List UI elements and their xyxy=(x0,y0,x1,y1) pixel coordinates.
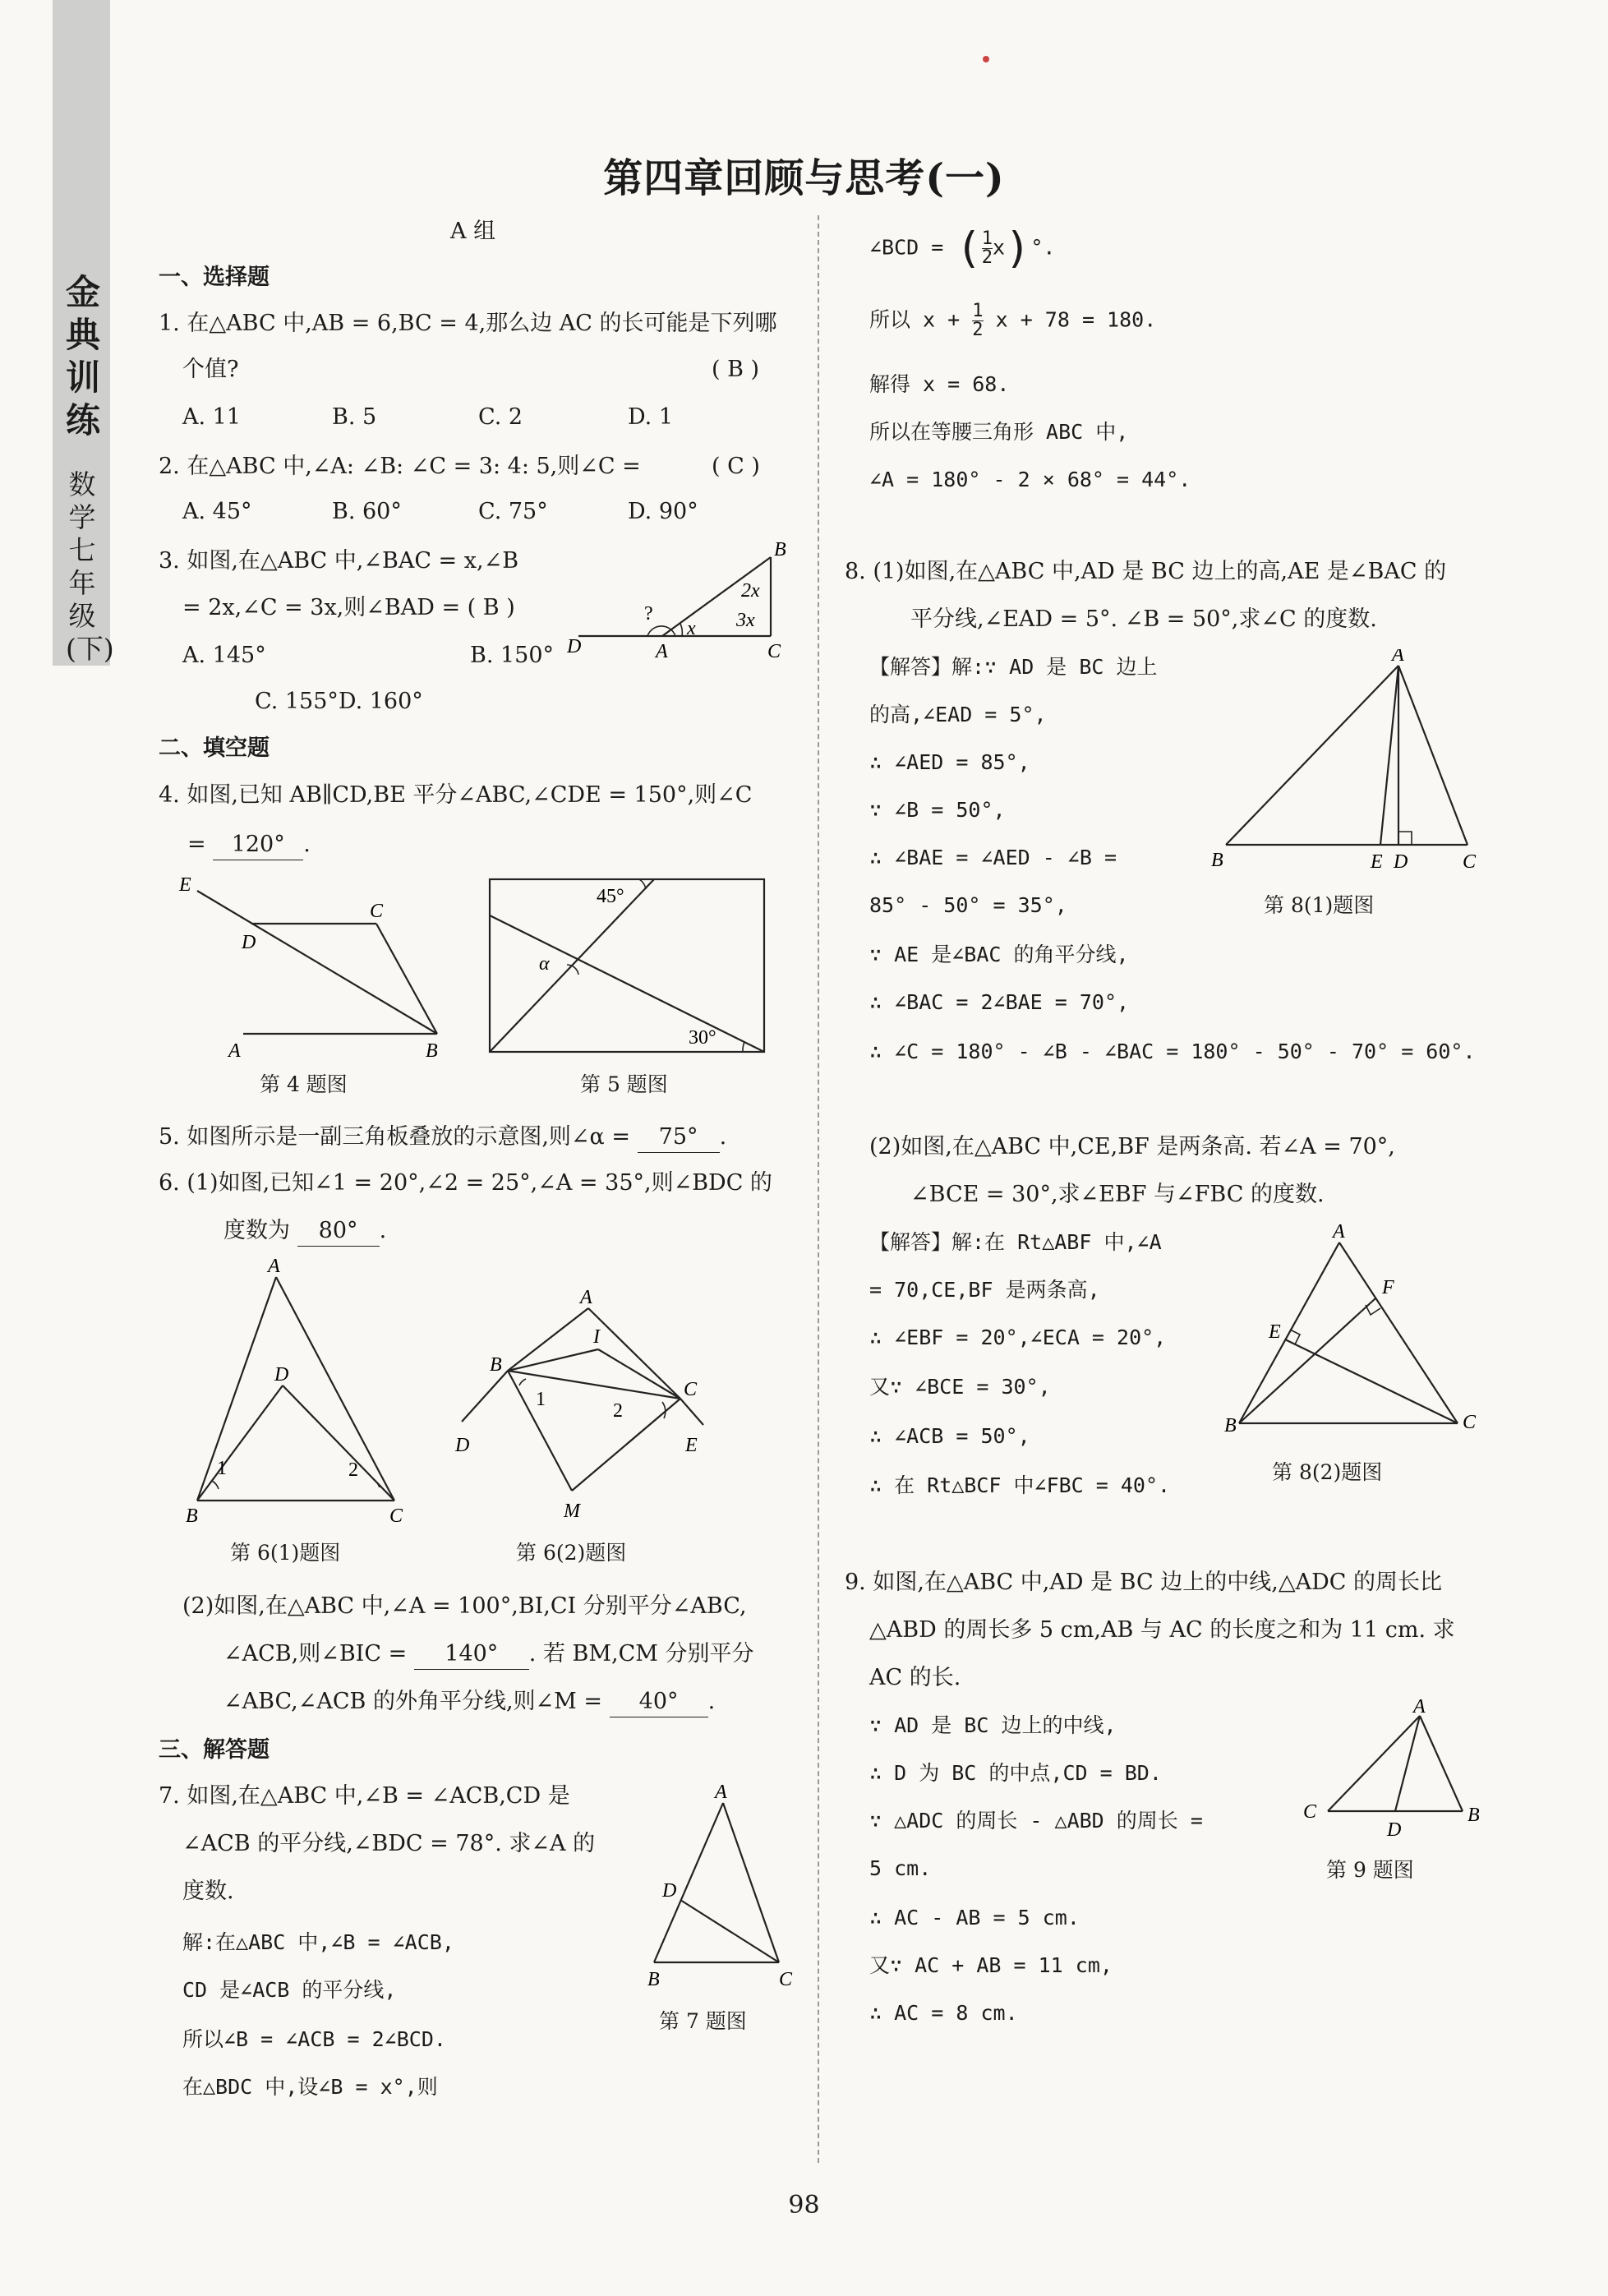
q3-label-q: ? xyxy=(644,603,653,625)
q4-label-d: D xyxy=(242,932,256,953)
q6-part2-2-text: ∠ACB,则∠BIC = xyxy=(223,1641,408,1667)
q7-sol-1: 解:在△ABC 中,∠B = ∠ACB, xyxy=(182,1930,454,1954)
q8-sol1-9: ∴ ∠C = 180° - ∠B - ∠BAC = 180° - 50° - 70° = 60°. xyxy=(869,1040,1476,1063)
section-solve: 三、解答题 xyxy=(159,1737,270,1763)
q7-label-c: C xyxy=(779,1969,793,1990)
q62-label-2: 2 xyxy=(613,1400,623,1422)
q3-stem-2: = 2x,∠C = 3x,则∠BAD = ( B ) xyxy=(182,595,515,620)
q8-sol2-5: ∴ ∠ACB = 50°, xyxy=(869,1424,1030,1448)
q1-stem-1: 1. 在△ABC 中,AB = 6,BC = 4,那么边 AC 的长可能是下列哪 xyxy=(159,311,777,336)
q62-figure xyxy=(449,1287,728,1533)
q4-label-c: C xyxy=(370,901,384,922)
q4-stem-2: = 120° . xyxy=(187,830,311,860)
frac2-den: 2 xyxy=(972,320,984,340)
q3-opt-a: A. 145° xyxy=(182,643,266,668)
q6-answer-1: 80° xyxy=(297,1216,380,1247)
fraction-half-2 xyxy=(972,302,983,339)
q81-label-e: E xyxy=(1371,851,1383,871)
q61-label-a: A xyxy=(268,1257,280,1277)
q6-stem-2: 度数为 80° . xyxy=(223,1216,386,1247)
q2-opt-d: D. 90° xyxy=(628,499,698,524)
q62-label-c: C xyxy=(684,1379,698,1400)
caption-q9: 第 9 题图 xyxy=(1326,1858,1414,1882)
q8-sol1-2: 的高,∠EAD = 5°, xyxy=(869,703,1047,726)
q7-stem-1: 7. 如图,在△ABC 中,∠B = ∠ACB,CD 是 xyxy=(159,1783,570,1809)
q9-figure xyxy=(1295,1698,1492,1846)
q8-sol2-1: 【解答】解:在 Rt△ABF 中,∠A xyxy=(869,1230,1162,1254)
group-label: A 组 xyxy=(450,219,496,244)
q6-part2-3: ∠ABC,∠ACB 的外角平分线,则∠M = 40° . xyxy=(223,1687,715,1717)
q82-figure xyxy=(1214,1223,1494,1436)
q82-label-f: F xyxy=(1382,1277,1394,1298)
q7-sol-3: 所以∠B = ∠ACB = 2∠BCD. xyxy=(182,2027,446,2051)
q8-stem-2: 平分线,∠EAD = 5°. ∠B = 50°,求∠C 的度数. xyxy=(910,606,1377,632)
q8-sol2-6: ∴ 在 Rt△BCF 中∠FBC = 40°. xyxy=(869,1473,1171,1497)
q3-label-3x: 3x xyxy=(736,610,755,631)
q3-label-c: C xyxy=(767,641,781,662)
q3-opt-b: B. 150° xyxy=(470,643,555,668)
q6-part2-2 xyxy=(223,1639,754,1670)
left-paren: ( xyxy=(956,224,982,274)
q2-opt-c: C. 75° xyxy=(478,499,548,524)
q9-label-d: D xyxy=(1387,1819,1402,1841)
q8-part2-2: ∠BCE = 30°,求∠EBF 与∠FBC 的度数. xyxy=(910,1182,1325,1207)
q8-part2-1: (2)如图,在△ABC 中,CE,BF 是两条高. 若∠A = 70°, xyxy=(869,1134,1395,1160)
q6-stem-1: 6. (1)如图,已知∠1 = 20°,∠2 = 25°,∠A = 35°,则∠BDC 的 xyxy=(159,1170,772,1196)
q1-stem-2: 个值? xyxy=(182,357,239,382)
q8-sol2-4: 又∵ ∠BCE = 30°, xyxy=(869,1375,1051,1399)
q9-label-a: A xyxy=(1413,1698,1426,1717)
q5-label-30: 30° xyxy=(689,1027,716,1049)
q9-label-b: B xyxy=(1467,1805,1480,1826)
q4-eq: = xyxy=(187,832,206,857)
q8-sol1-5: ∴ ∠BAE = ∠AED - ∠B = xyxy=(869,846,1117,869)
q81-label-c: C xyxy=(1463,851,1477,871)
q7-cont-4: 所以在等腰三角形 ABC 中, xyxy=(869,420,1129,444)
q9-sol-1: ∵ AD 是 BC 边上的中线, xyxy=(869,1713,1117,1737)
q61-label-1: 1 xyxy=(217,1458,227,1479)
q2-opt-a: A. 45° xyxy=(182,499,252,524)
q61-figure xyxy=(179,1257,417,1528)
q6-stem-2-text: 度数为 xyxy=(223,1218,290,1243)
q62-label-a: A xyxy=(580,1287,592,1308)
q8-sol1-4: ∵ ∠B = 50°, xyxy=(869,798,1006,822)
q61-label-2: 2 xyxy=(348,1459,358,1481)
q82-label-e: E xyxy=(1269,1321,1281,1343)
q3-label-b: B xyxy=(774,539,786,560)
q9-label-c: C xyxy=(1303,1801,1317,1823)
q62-label-e: E xyxy=(685,1435,698,1456)
q9-stem-2: △ABD 的周长多 5 cm,AB 与 AC 的长度之和为 11 cm. 求 xyxy=(869,1617,1455,1643)
q3-label-d: D xyxy=(567,636,582,657)
q2-opt-b: B. 60° xyxy=(332,499,402,524)
q9-sol-3: ∵ △ADC 的周长 - △ABD 的周长 = xyxy=(869,1809,1203,1833)
caption-q81: 第 8(1)题图 xyxy=(1264,893,1375,917)
q9-sol-2: ∴ D 为 BC 的中点,CD = BD. xyxy=(869,1761,1162,1785)
q3-figure xyxy=(567,533,805,664)
q2-stem: 2. 在△ABC 中,∠A: ∠B: ∠C = 3: 4: 5,则∠C = xyxy=(159,454,641,479)
q3-opt-cd: C. 155°D. 160° xyxy=(255,689,423,714)
section-fill: 二、填空题 xyxy=(159,735,270,761)
caption-q5: 第 5 题图 xyxy=(580,1072,668,1096)
q1-answer: ( B ) xyxy=(712,357,760,382)
red-dot-mark xyxy=(983,56,989,62)
q7-figure xyxy=(638,1768,802,1999)
q7-cont-1x: x xyxy=(992,235,1005,260)
q7-cont-1b: °. xyxy=(1030,235,1056,260)
caption-q4: 第 4 题图 xyxy=(260,1072,348,1096)
q7-stem-2: ∠ACB 的平分线,∠BDC = 78°. 求∠A 的 xyxy=(182,1831,596,1856)
q8-sol2-2: = 70,CE,BF 是两条高, xyxy=(869,1278,1100,1302)
q7-cont-5: ∠A = 180° - 2 × 68° = 44°. xyxy=(869,468,1191,491)
q2-answer: ( C ) xyxy=(712,454,760,479)
q5-answer: 75° xyxy=(638,1123,720,1153)
q9-stem-1: 9. 如图,在△ABC 中,AD 是 BC 边上的中线,△ADC 的周长比 xyxy=(845,1570,1442,1595)
page-number: 98 xyxy=(788,2191,820,2220)
q8-sol1-8: ∴ ∠BAC = 2∠BAE = 70°, xyxy=(869,990,1130,1014)
right-paren: ) xyxy=(1005,224,1031,274)
q8-sol1-1: 【解答】解:∵ AD 是 BC 边上 xyxy=(869,655,1158,679)
q6-answer-2: 140° xyxy=(414,1639,529,1670)
q4-label-a: A xyxy=(228,1040,241,1062)
q7-cont-2 xyxy=(869,302,1156,339)
q1-opt-c: C. 2 xyxy=(478,404,523,430)
q8-sol1-7: ∵ AE 是∠BAC 的角平分线, xyxy=(869,943,1129,966)
q6-part2-2b: . 若 BM,CM 分别平分 xyxy=(528,1641,754,1667)
q4-figure xyxy=(171,873,467,1062)
q6-part2-3-text: ∠ABC,∠ACB 的外角平分线,则∠M = xyxy=(223,1689,603,1714)
section-choice: 一、选择题 xyxy=(159,265,270,290)
q81-label-a: A xyxy=(1392,649,1404,666)
q7-label-b: B xyxy=(647,1969,660,1990)
caption-q61: 第 6(1)题图 xyxy=(230,1541,341,1565)
q9-sol-7: ∴ AC = 8 cm. xyxy=(869,2001,1018,2025)
page-title: 第四章回顾与思考(一) xyxy=(603,155,1005,201)
q1-opt-b: B. 5 xyxy=(332,404,377,430)
column-divider xyxy=(818,215,819,2163)
q62-label-m: M xyxy=(564,1501,580,1522)
sidebar-subject: 数学 七年级(下) xyxy=(66,468,114,665)
frac-num: 1 xyxy=(981,228,993,249)
q4-label-e: E xyxy=(179,874,191,896)
q6-part2-1: (2)如图,在△ABC 中,∠A = 100°,BI,CI 分别平分∠ABC, xyxy=(182,1593,747,1619)
q9-sol-6: 又∵ AC + AB = 11 cm, xyxy=(869,1953,1113,1977)
q81-label-b: B xyxy=(1211,850,1223,871)
q3-label-x: x xyxy=(687,618,696,639)
q62-label-1: 1 xyxy=(536,1389,546,1410)
frac-den: 2 xyxy=(981,247,993,268)
q5-figure xyxy=(481,873,777,1058)
q9-sol-5: ∴ AC - AB = 5 cm. xyxy=(869,1906,1080,1929)
q7-sol-4: 在△BDC 中,设∠B = x°,则 xyxy=(182,2075,438,2099)
frac2-num: 1 xyxy=(972,301,984,321)
q4-answer: 120° xyxy=(213,830,303,860)
q62-label-b: B xyxy=(490,1354,502,1376)
caption-q7: 第 7 题图 xyxy=(659,2009,747,2033)
q82-label-a: A xyxy=(1333,1223,1345,1243)
q9-sol-4: 5 cm. xyxy=(869,1856,932,1880)
q5-stem: 5. 如图所示是一副三角板叠放的示意图,则∠α = 75° . xyxy=(159,1123,726,1153)
q7-cont-1a: ∠BCD = xyxy=(869,235,944,260)
q62-label-d: D xyxy=(455,1435,470,1456)
q5-stem-text: 5. 如图所示是一副三角板叠放的示意图,则∠α = xyxy=(159,1124,630,1150)
q8-sol1-6: 85° - 50° = 35°, xyxy=(869,893,1067,917)
q62-label-i: I xyxy=(593,1326,600,1348)
q61-label-d: D xyxy=(274,1364,289,1385)
q5-label-45: 45° xyxy=(597,886,624,907)
q81-label-d: D xyxy=(1394,851,1408,871)
q7-label-d: D xyxy=(662,1880,677,1902)
sidebar-series: 金典训练 xyxy=(66,272,101,440)
q7-cont-3: 解得 x = 68. xyxy=(869,372,1010,396)
q61-label-b: B xyxy=(186,1505,198,1527)
q4-stem-1: 4. 如图,已知 AB∥CD,BE 平分∠ABC,∠CDE = 150°,则∠C xyxy=(159,782,753,808)
q5-label-alpha: α xyxy=(539,953,550,975)
q1-opt-d: D. 1 xyxy=(628,404,674,430)
q1-opt-a: A. 11 xyxy=(182,404,242,430)
q81-figure xyxy=(1201,649,1497,871)
q82-label-c: C xyxy=(1463,1412,1477,1433)
q7-cont-2b: x + 78 = 180. xyxy=(995,307,1157,332)
q8-sol1-3: ∴ ∠AED = 85°, xyxy=(869,750,1030,774)
q61-label-c: C xyxy=(389,1505,403,1527)
q7-cont-1 xyxy=(869,224,1056,274)
q4-label-b: B xyxy=(426,1040,438,1062)
fraction-half xyxy=(982,230,993,267)
caption-q82: 第 8(2)题图 xyxy=(1272,1460,1383,1484)
q9-stem-3: AC 的长. xyxy=(869,1665,961,1690)
q8-stem-1: 8. (1)如图,在△ABC 中,AD 是 BC 边上的高,AE 是∠BAC 的 xyxy=(845,559,1447,584)
q7-stem-3: 度数. xyxy=(182,1879,234,1904)
q7-sol-2: CD 是∠ACB 的平分线, xyxy=(182,1978,397,2002)
q3-label-2x: 2x xyxy=(741,580,760,602)
q3-label-a: A xyxy=(656,641,668,662)
q3-stem-1: 3. 如图,在△ABC 中,∠BAC = x,∠B xyxy=(159,548,519,574)
q7-cont-2a: 所以 x + xyxy=(869,307,961,332)
q8-sol2-3: ∴ ∠EBF = 20°,∠ECA = 20°, xyxy=(869,1326,1167,1349)
q6-answer-3: 40° xyxy=(610,1687,708,1717)
q7-label-a: A xyxy=(715,1782,727,1803)
q82-label-b: B xyxy=(1224,1415,1237,1436)
caption-q62: 第 6(2)题图 xyxy=(516,1541,627,1565)
